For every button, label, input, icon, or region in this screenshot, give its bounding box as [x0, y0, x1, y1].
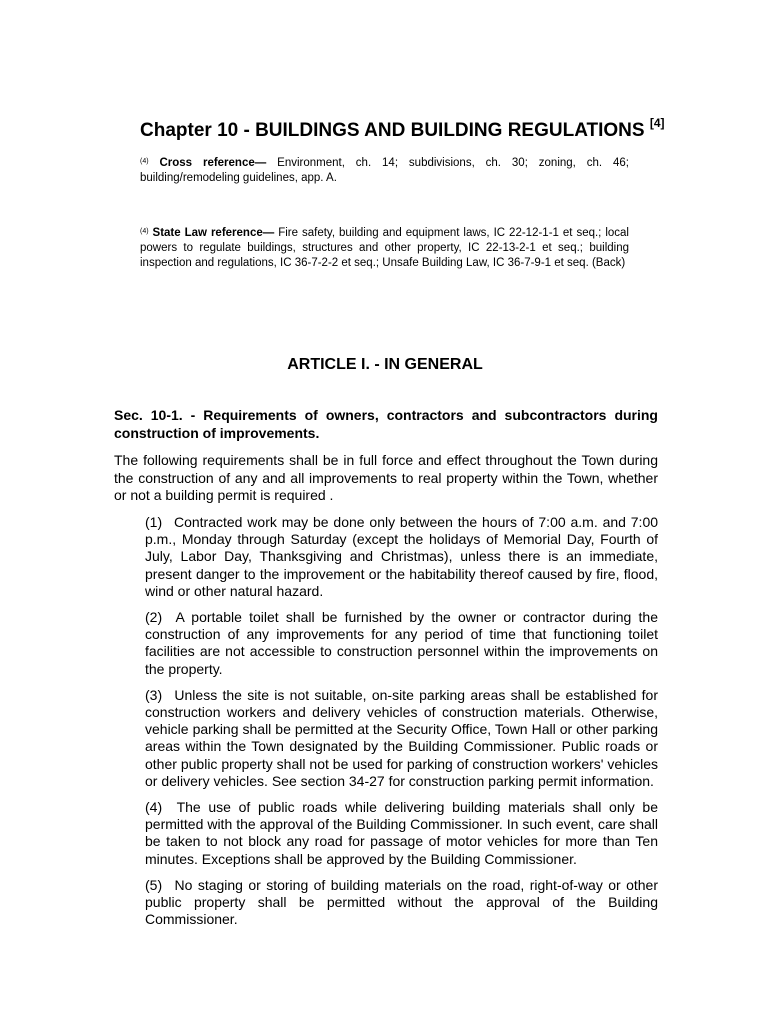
list-item — [145, 514, 658, 600]
chapter-title — [140, 116, 665, 142]
list-item-number: (1) — [145, 514, 163, 530]
cross-reference-note — [140, 156, 629, 186]
list-item — [145, 799, 658, 868]
cross-reference-text: Environment, ch. 14; subdivisions, ch. 30; zoning, ch. 46; building/remodeling guidelines, app. A. — [140, 157, 629, 184]
state-law-reference-label: State Law reference— — [152, 227, 275, 239]
chapter-title-text: Chapter 10 - BUILDINGS AND BUILDING REGULATIONS — [140, 120, 645, 141]
requirements-list — [145, 514, 658, 937]
section-title: Sec. 10-1. - Requirements of owners, contractors and subcontractors during construction of improvements. — [114, 407, 658, 441]
state-law-reference-marker: (4) — [140, 228, 149, 235]
list-item-text: A portable toilet shall be furnished by the owner or contractor during the construction of any improvements for any period of time that functioning toilet facilities are not accessible to construction personnel within the improvements on the property. — [145, 609, 658, 677]
section-intro: The following requirements shall be in full force and effect throughout the Town during the construction of any and all improvements to real property within the Town, whether or not a building permit is required . — [114, 452, 658, 503]
list-item-text: No staging or storing of building materials on the road, right-of-way or other public property shall be permitted without the approval of the Building Commissioner. — [145, 876, 658, 928]
state-law-reference-note — [140, 226, 629, 271]
list-item-text: Contracted work may be done only between the hours of 7:00 a.m. and 7:00 p.m., Monday through Saturday (except the holidays of Memorial Day, Fourth of July, Labor Day, Thanksgiving and Christmas), unless there is an immediate, present danger to the improvement or the habitability thereof caused by fire, flood, wind or other natural hazard. — [145, 514, 659, 599]
list-item — [145, 609, 658, 678]
list-item-number: (4) — [145, 799, 163, 816]
list-item — [145, 687, 658, 790]
list-item-number: (3) — [145, 686, 163, 703]
list-item-number: (5) — [145, 876, 163, 893]
state-law-reference-text: Fire safety, building and equipment laws, IC 22-12-1-1 et seq.; local powers to regulate buildings, structures and other property, IC 22-13-2-1 et seq.; building inspection and regulations, IC 36-7-2-2 et seq.; Unsafe Building Law, IC 36-7-9-1 et seq. (Back) — [140, 227, 629, 269]
cross-reference-label: Cross reference— — [159, 157, 267, 169]
list-item-number: (2) — [145, 609, 163, 626]
list-item-text: The use of public roads while delivering building materials shall only be permitted with the approval of the Building Commissioner. In such event, care shall be taken to not block any road for passage of motor vehicles for more than Ten minutes. Exceptions shall be approved by the Building Commissioner. — [145, 799, 659, 867]
article-title: ARTICLE I. - IN GENERAL — [287, 356, 483, 373]
cross-reference-marker: (4) — [140, 158, 149, 165]
chapter-footnote-marker[interactable]: [4] — [649, 116, 665, 130]
list-item-text: Unless the site is not suitable, on-site parking areas shall be established for construction workers and delivery vehicles of construction materials. Otherwise, vehicle parking shall be permitted at the Security Office, Town Hall or other parking areas within the Town designated by the Building Commissioner. Public roads or other public property shall not be used for parking of construction workers' vehicles or delivery vehicles. See section 34-27 for construction parking permit information. — [145, 686, 659, 789]
list-item — [145, 877, 658, 929]
